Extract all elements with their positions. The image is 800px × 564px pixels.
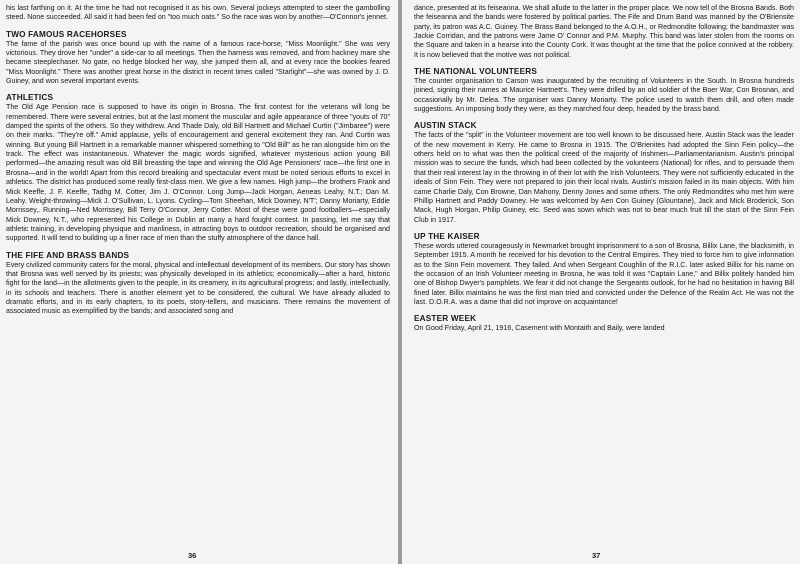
right-page (402, 0, 800, 564)
paragraph-easter-week: On Good Friday, April 21, 1916, Casement with Montaith and Baily, were landed (414, 324, 665, 333)
paragraph-athletics: The Old Age Pension race is supposed to have its origin in Brosna. The first contest for the veterans will long be remembered. There were several entries, but at the last moment the muscular and agile appearance of three "youts of 70" damped the spirits of the others. So they withdrew. And Thade Daly, old Bill Hartnett and Michael Curtin ("Jimbaree") were on their marks. "They're off." Amid applause, yells of encouragement and general excitement they ran. And Curtin was winning. But young Bill Hartnett in a remarkable manner whispered something to "Old Bill" as he ran alongside him on the track. The effect was instantaneous. Whatever the magic words signified, whatever mysterious action young Bill performed—the amazing result was old Bill breasting the tape and winning the Old Age Pensioners' race—the first one in Brosna—and in the world! Apart from this record breaking and spectacular event must be noted serious efforts to excel in athletics. The district has produced some really first-class men. We give a few names. High jump—the brothers Frank and Mick Keeffe, J. F. Keeffe, Tadhg M. Cotter, Jim J. O'Connor. Long Jump—Jack Horgan, Aeneas Leahy, N.T.; Dan M. Leahy. Weight-throwing—Mick J. O'Sullivan, L. Lyons. Cycling—Tom Sheehan, Mick Downey, N'T'; Danny Moriarty, Eddie Morrissey,. Running—Ned Morrissey, Bill Terry O'Connor, Jerry Cotter. Most of these were good footballers—especially Mick Downey, N.T., who represented his College in Dublin at many a hard fought contest. In passing, let me say that athletic training, in developing physique and manliness, in attracting boys to outdoor recreation, should be organised and supported. It will tend to building up a finer race of men than the stuffy atmosphere of the dance hall. (6, 103, 390, 243)
heading-athletics: ATHLETICS (6, 93, 54, 103)
heading-easter-week: EASTER WEEK (414, 314, 477, 324)
heading-volunteers: THE NATIONAL VOLUNTEERS (414, 67, 538, 77)
left-column (6, 4, 390, 317)
paragraph-continued: dance, presented at its feiseanna. We shall allude to the latter in the proper place. We now tell of the Brosna Bands. Both the feiseanna and the bands were fostered by political parties. The Fife and Drum Band was manned by the O'Briensite party, its patron was A.C. Guiney. The Brass Band belonged to the A.O.H., or Redmondite following; the bandmaster was Jackie Corridan, and the patrons were Jame O' Connor and P.M. Murphy. This band was later stolen from the rooms on the Square and taken in a hearse into the County Cork. It was thought at the time that the police connived at the robbery. It is now believed that the motive was not political. (414, 4, 794, 59)
page-number-right: 37 (592, 551, 601, 560)
paragraph-volunteers: The counter organisation to Carson was inaugurated by the recruiting of Volunteers in the South. In Brosna hundreds joined, signing their names at Maurice Hartnett's. They were drilled by an old soldier of the Boer War, Con Brosnan, and occasionally by Mr. Delea. The organiser was Danny Moriarty. The police used to watch them drill, and often made suggestions. An imposing body they were, as they marched four deep, headed by the brass band. (414, 77, 794, 114)
paragraph-bands: Every civilized community caters for the moral, physical and intellectual development of its members. Our story has shown that Brosna was well served by its priests; was physically developed in its athletics; economically—after a hard, historic fight for the land—in the allotments given to the people, in its creamery, in its agricultural progress; and lastly, intellectually, in its schools and teachers. There is another element yet to be considered, the cultural. We have already alluded to dramatic efforts, and in its early chapters, to its poets, story-tellers, and musicians. There remains the movement of associated music as exemplified by the bands; and associated song and (6, 260, 390, 316)
heading-austin-stack: AUSTIN STACK (414, 121, 477, 131)
heading-racehorses: TWO FAMOUS RACEHORSES (6, 29, 127, 39)
heading-kaiser: UP THE KAISER (414, 231, 480, 241)
left-page (0, 0, 398, 564)
paragraph-kaiser: These words uttered courageously in Newmarket brought imprisonment to a son of Brosna, Billix Lane, the blacksmith, in September 1915. A month he received for his devotion to the Central Empires. They tried to force him to give information as to the Sinn Fein movement. They failed. And when Sergeant Coughlin of the R.I.C. later asked Billix for his name on the occasion of an Irish Volunteer meeting in Brosna, he was told it was "Captain Lane," and Billix politely handed him one of Bishop Dwyer's pamphlets. We fear it did not change the Sergeants outlook, for he had no hesitation in having Bill fined later. Billix maintains he was the first man tried and convicted under the Defence of the Realm Act. He was not the last. D.O.R.A. was a dame that did not improve on acquaintance! (414, 241, 794, 306)
paragraph-intro: his last farthing on it. At the time he had not recognised it as his own. Several jockeys attempted to steer the gambolling steed. None succeeded. All said it had been fed on "too much oats." So the race was won by another—O'Connor's jennet. (6, 4, 390, 22)
page-number-left: 36 (188, 551, 197, 560)
paragraph-austin-stack: The facts of the "split" in the Volunteer movement are too well known to be discussed here. Austin Stack was the leader of the new movement in Kerry. He came to Brosna in 1915. The O'Brienites had adopted the Sinn Fein policy—the others held on to what was then the political creed of the majority of Irishmen—Parliamentarianism. Austin's principal mission was to secure the funds, which had been collected by the volunteers (National) for rifles, and to persuade them that their real interest lay in the throwing in of their lot with the Irish Volunteers. They were not sufficiently educated in the ideals of Sinn Fein. They were not prepared to join their local rivals. Austin's mission failed in its main objects. With him came Charlie Daly, Con Browne, Dan Mahony, Denny Jones and some others. The only Redmondites who met him were Phillip Hartnett and Paddy Downey. He was welcomed by Aen Con Guiney (Glountane), Jack and Mick Broderick, Son Mack, Hugh Horgan, Philip Guiney, etc. Seed was sown which was not to bear much fruit till the start of the Sinn Fein Club in 1917. (414, 131, 794, 224)
heading-bands: THE FIFE AND BRASS BANDS (6, 250, 130, 260)
paragraph-racehorses: The fame of the parish was once bound up with the name of a famous race-horse, "Miss Moonlight." She was very victorious. They drove her "under" a side-car to all meetings. Then the harness was removed, and from hackney mare she became steeplechaser. No gate, no hedge blocked her way, she jumped them all, and at every race the bookies feared "Miss Moonlight." There was another great horse in the district in recent times called "Starlight"—she was owned by J. D. Guiney, and won several important events. (6, 39, 390, 86)
right-column (414, 4, 794, 334)
